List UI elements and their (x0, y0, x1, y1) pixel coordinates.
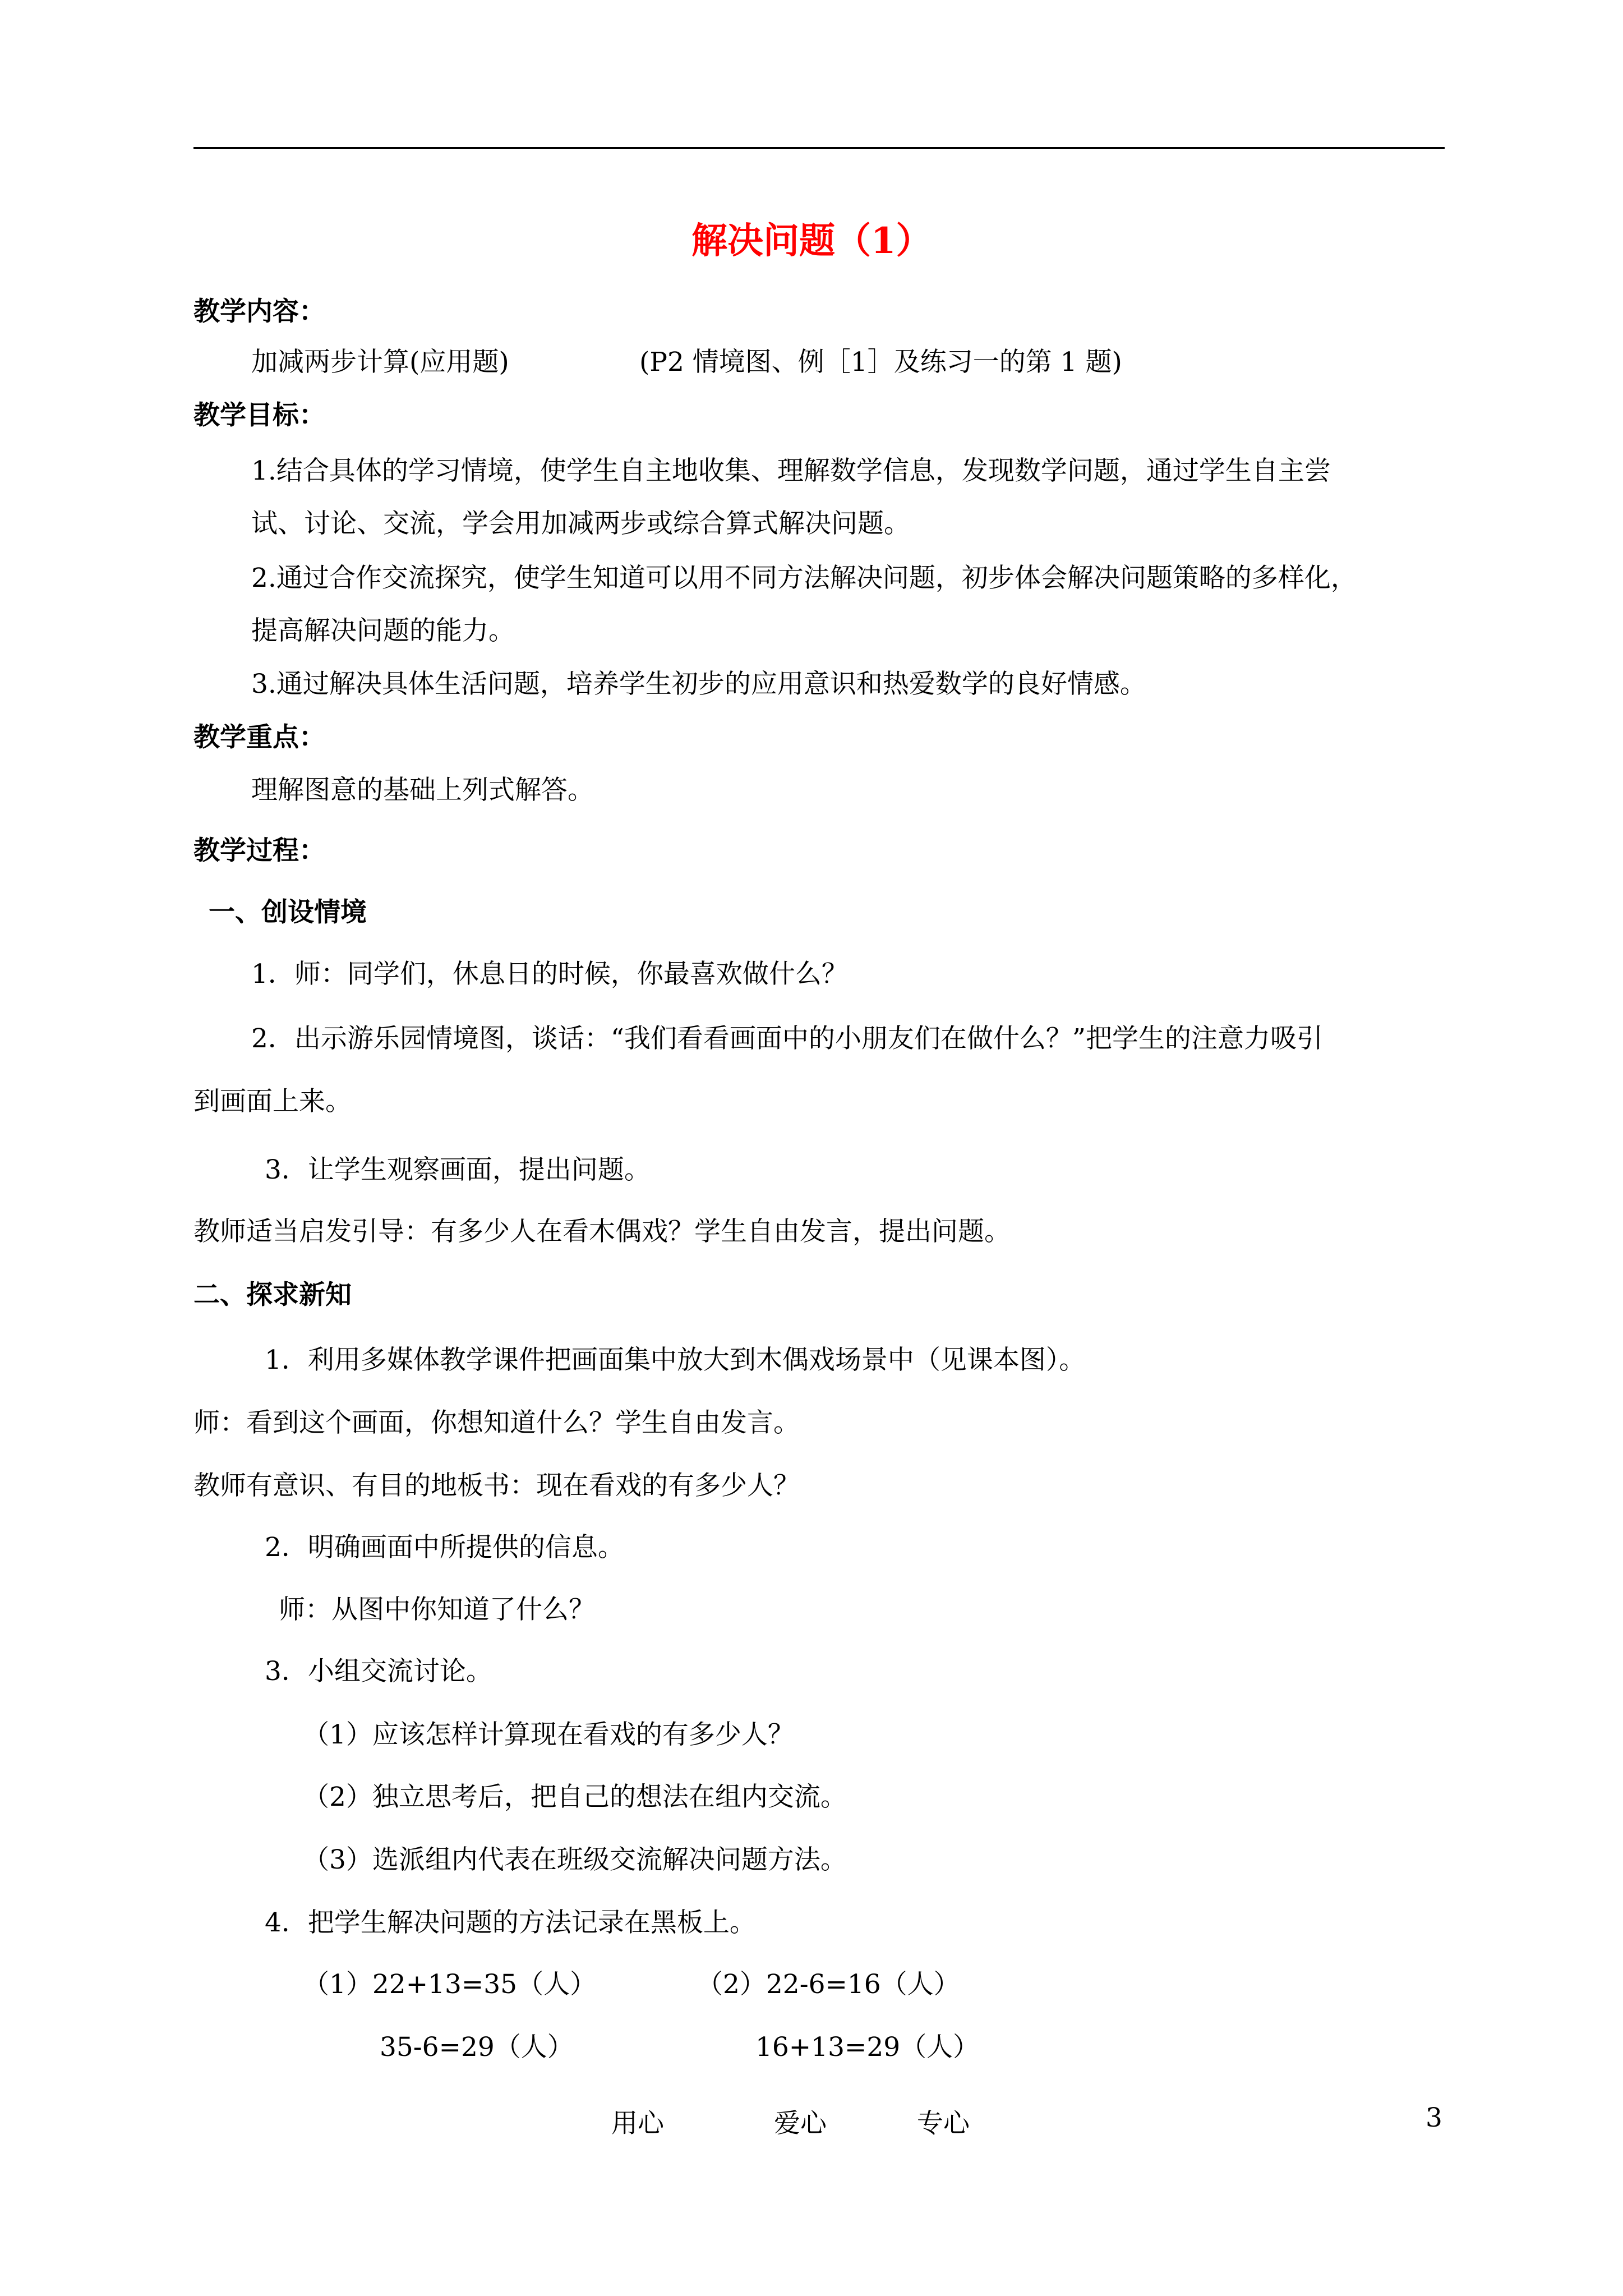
goal-1-line-1: 1.结合具体的学习情境，使学生自主地收集、理解数学信息，发现数学问题，通过学生自主尝 (251, 455, 1331, 486)
part-1-item-3: 3．让学生观察画面，提出问题。 (265, 1154, 651, 1185)
part-2-item-3: 3．小组交流讨论。 (265, 1656, 492, 1687)
goal-1-line-2: 试、讨论、交流，学会用加减两步或综合算式解决问题。 (251, 508, 910, 539)
part-1-item-2-line-1: 2．出示游乐园情境图，谈话：“我们看看画面中的小朋友们在做什么？”把学生的注意力吸引 (251, 1023, 1323, 1054)
goal-2-line-1: 2.通过合作交流探究，使学生知道可以用不同方法解决问题，初步体会解决问题策略的多样化， (251, 563, 1357, 593)
heading-process: 教学过程： (193, 835, 325, 866)
page-number: 3 (1426, 2102, 1442, 2133)
header-rule (193, 147, 1445, 149)
method-1-line-2: 35-6=29（人） (380, 2032, 574, 2063)
part-2-teacher-question: 师：看到这个画面，你想知道什么？学生自由发言。 (193, 1407, 800, 1438)
heading-goals: 教学目标： (193, 400, 325, 431)
part-1-item-2-line-2: 到画面上来。 (193, 1086, 352, 1117)
goal-2-line-2: 提高解决问题的能力。 (251, 615, 515, 646)
heading-content: 教学内容： (193, 296, 325, 327)
part-2-board-note: 教师有意识、有目的地板书：现在看戏的有多少人？ (193, 1470, 800, 1501)
part-2-item-2-teacher: 师：从图中你知道了什么？ (279, 1594, 595, 1625)
part-1-teacher-note: 教师适当启发引导：有多少人在看木偶戏？学生自由发言，提出问题。 (193, 1216, 1011, 1247)
content-text-a: 加减两步计算(应用题) (251, 347, 509, 378)
part-2-item-1: 1．利用多媒体教学课件把画面集中放大到木偶戏场景中（见课本图）。 (265, 1345, 1086, 1375)
part-1-heading: 一、创设情境 (209, 897, 367, 928)
footer-word-1: 用心 (611, 2108, 664, 2139)
footer-word-3: 专心 (917, 2108, 970, 2139)
key-point-text: 理解图意的基础上列式解答。 (251, 775, 594, 806)
goal-3: 3.通过解决具体生活问题，培养学生初步的应用意识和热爱数学的良好情感。 (251, 669, 1146, 700)
part-2-item-4: 4．把学生解决问题的方法记录在黑板上。 (265, 1907, 756, 1938)
part-1-item-1: 1．师：同学们，休息日的时候，你最喜欢做什么？ (251, 959, 848, 990)
part-2-item-3-b: （2）独立思考后，把自己的想法在组内交流。 (303, 1782, 847, 1812)
part-2-heading: 二、探求新知 (193, 1280, 352, 1310)
part-2-item-3-c: （3）选派组内代表在班级交流解决问题方法。 (303, 1844, 847, 1875)
page-title: 解决问题（1） (691, 220, 932, 262)
method-1-line-1: （1）22+13=35（人） (303, 1969, 597, 2000)
heading-key-point: 教学重点： (193, 722, 325, 753)
content-text-b: (P2 情境图、例［1］及练习一的第 1 题) (639, 347, 1122, 378)
method-2-line-1: （2）22-6=16（人） (697, 1969, 960, 2000)
method-2-line-2: 16+13=29（人） (755, 2032, 980, 2063)
part-2-item-3-a: （1）应该怎样计算现在看戏的有多少人？ (303, 1719, 794, 1750)
part-2-item-2: 2．明确画面中所提供的信息。 (265, 1532, 624, 1563)
footer-word-2: 爱心 (774, 2108, 827, 2139)
